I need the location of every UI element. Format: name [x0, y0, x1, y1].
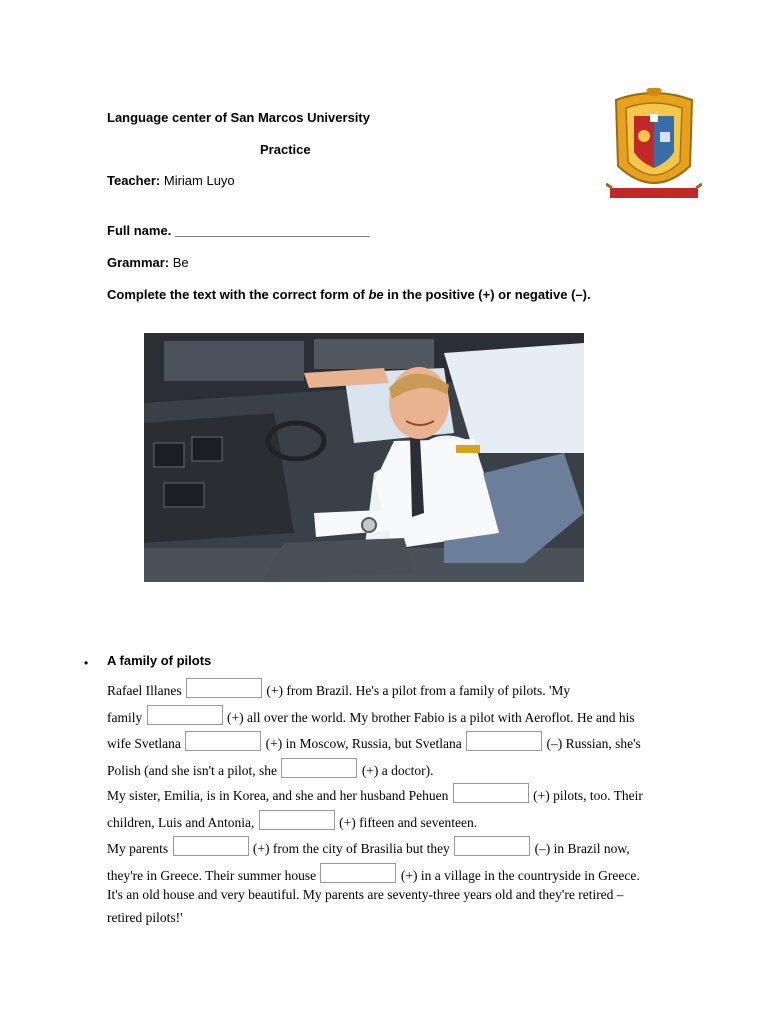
exercise-line — [107, 758, 434, 779]
line-text: (+) from the city of Brasilia but they — [249, 841, 454, 856]
bullet-dot: • — [84, 656, 89, 670]
instruction-post: in the positive (+) or negative (–). — [383, 287, 591, 302]
answer-box[interactable] — [173, 836, 249, 856]
answer-box[interactable] — [185, 731, 261, 751]
line-text: they're in Greece. Their summer house — [107, 868, 320, 883]
answer-box[interactable] — [281, 758, 357, 778]
grammar-line — [107, 255, 189, 270]
teacher-name: Miriam Luyo — [163, 173, 235, 188]
answer-box[interactable] — [259, 810, 335, 830]
line-text: (+) from Brazil. He's a pilot from a family of pilots. 'My — [262, 683, 571, 698]
line-text: (+) fifteen and seventeen. — [335, 815, 478, 830]
line-text: (+) pilots, too. Their — [529, 788, 643, 803]
instruction-pre: Complete the text with the correct form of — [107, 287, 369, 302]
line-text: (–) Russian, she's — [543, 736, 641, 751]
exercise-line — [107, 910, 183, 926]
instruction — [107, 287, 591, 302]
line-text: My sister, Emilia, is in Korea, and she and her husband Pehuen — [107, 788, 452, 803]
section-heading: A family of pilots — [107, 653, 212, 668]
instruction-emphasis: be — [368, 287, 384, 302]
answer-box[interactable] — [320, 863, 396, 883]
answer-box[interactable] — [453, 783, 529, 803]
fullname-label: Full name. — [107, 223, 172, 238]
line-text: (+) in Moscow, Russia, but Svetlana — [262, 736, 466, 751]
institution-title: Language center of San Marcos University — [107, 110, 370, 125]
line-text: Rafael Illanes — [107, 683, 185, 698]
line-text: (+) in a village in the countryside in Greece. — [397, 868, 640, 883]
answer-box[interactable] — [147, 705, 223, 725]
exercise-line — [107, 887, 624, 903]
exercise-line — [107, 678, 570, 699]
line-text: retired pilots!' — [107, 910, 183, 925]
fullname-line — [107, 223, 370, 238]
line-text: It's an old house and very beautiful. My parents are seventy-three years old and they're retired – — [107, 887, 624, 902]
page-title: Practice — [260, 142, 311, 157]
exercise-line — [107, 731, 641, 752]
exercise-line — [107, 783, 643, 804]
line-text: Polish (and she isn't a pilot, she — [107, 763, 281, 778]
grammar-value: Be — [172, 255, 189, 270]
line-text: My parents — [107, 841, 172, 856]
teacher-line — [107, 173, 235, 188]
teacher-label: Teacher: — [107, 173, 161, 188]
university-crest-logo — [606, 88, 702, 204]
line-text: (+) a doctor). — [358, 763, 434, 778]
exercise-line — [107, 836, 630, 857]
exercise-line — [107, 863, 640, 884]
answer-box[interactable] — [186, 678, 262, 698]
line-text: wife Svetlana — [107, 736, 185, 751]
answer-box[interactable] — [454, 836, 530, 856]
fullname-blank[interactable]: ___________________________ — [174, 223, 371, 238]
line-text: children, Luis and Antonia, — [107, 815, 258, 830]
line-text: (+) all over the world. My brother Fabio is a pilot with Aeroflot. He and his — [223, 710, 635, 725]
line-text: (–) in Brazil now, — [531, 841, 630, 856]
grammar-label: Grammar: — [107, 255, 170, 270]
line-text: family — [107, 710, 146, 725]
exercise-line — [107, 705, 635, 726]
pilot-cockpit-photo — [144, 333, 584, 582]
exercise-line — [107, 810, 477, 831]
answer-box[interactable] — [466, 731, 542, 751]
